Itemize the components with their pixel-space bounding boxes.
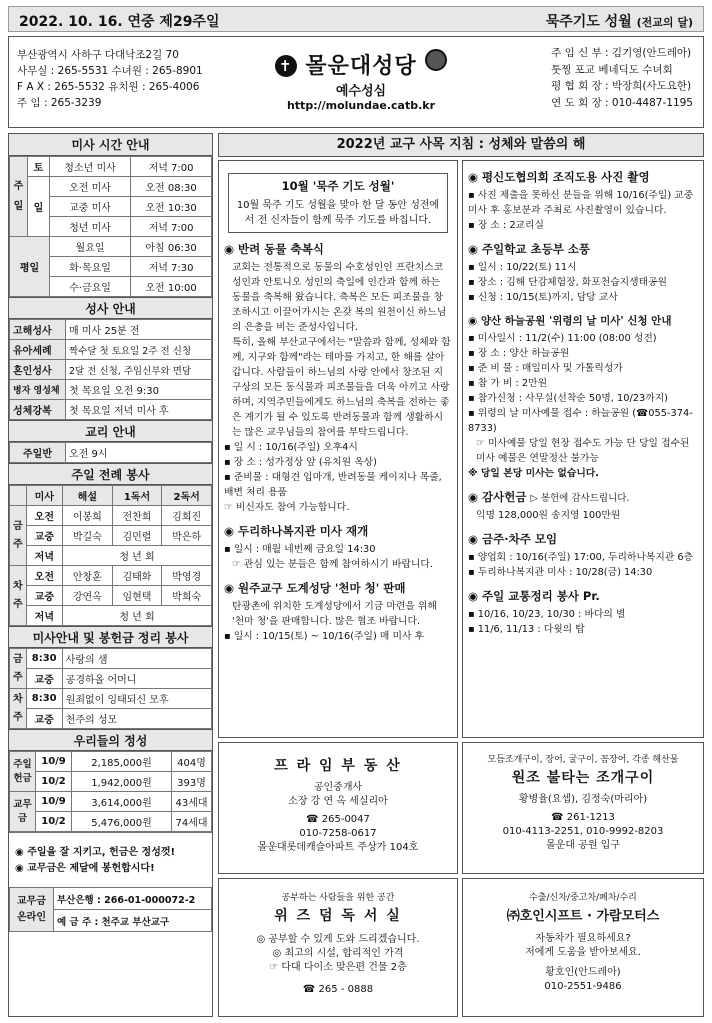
sacraments-table: 고해성사 매 미사 25분 전 유아세례 짝수달 첫 토요일 2주 전 신청 혼인성사 2달 전 신청, 주임신부와 면담 병자 영성체 첫 목요일 오전 9:30 성체강복 첫 목요일 저녁 미사 후 xyxy=(9,319,212,420)
ad-study-room: 공부하는 사람들을 위한 공간 위 즈 덤 독 서 실 ◎ 공부할 수 있게 도와 드리겠습니다. ◎ 최고의 시설, 합리적인 가격 ☞ 다대 다이소 맞은편 건물 2층 ☎ 265 - 0888 xyxy=(218,878,458,1017)
top-bar xyxy=(8,6,704,32)
offering-title: 우리들의 정성 xyxy=(9,729,212,751)
notices-column-1: 10월 '묵주 기도 성월' 10월 묵주 기도 성월을 맞아 한 달 동안 성전에서 전 신자들이 함께 묵주 기도를 바칩니다. ◉ 반려 동물 축복식 교회는 전통적으로 동물의 수호성인인 프란치스코 성인과 안토니오 성인의 축일에 인간과 함께 하는 동물을 축복해 왔습니다. 축복은 모든 피조물을 창조하시고 이끌어가시는 온갖 복의 원천이신 하느님의 은총을 비는 준성사입니다. 특히, 올해 부산교구에서는 "말씀과 함께, 성체와 함께, 지구와 함께"라는 테마를 가지고, 한 해를 살아갑니다. 사람들이 하느님의 사랑 안에서 창조된 지구상의 모든 동식물과 피조물들을 더욱 아끼고 사랑하며, 지역주민들에게도 하느님의 축복을 전하는 좋은 계기가 될 수 있도록 반려동물과 함께 생활하시는 많은 교우님들의 참여를 부탁드립니다. ▪ 일 시 : 10/16(주일) 오후4시 ▪ 장 소 : 성가정상 앞 (유치원 옥상) ▪ 준비물 : 대형견 입마개, 반려동물 케이지나 목줄, 배변 처리 용품 ☞ 비신자도 참여 가능합니다. ◉ 두리하나복지관 미사 재개 ▪ 일시 : 매월 네번째 금요일 14:30 ☞ 관심 있는 분들은 함께 참여하시기 바랍니다. ◉ 원주교구 도계성당 '천마 청' 판매 탄광촌에 위치한 도계성당에서 기금 마련을 위해 '천마 청'을 판매합니다. 많은 협조 바랍니다. ▪ 일시 : 10/15(토) ~ 10/16(주일) 매 미사 후 xyxy=(218,160,458,738)
rosary-box: 10월 '묵주 기도 성월' 10월 묵주 기도 성월을 맞아 한 달 동안 성전에서 전 신자들이 함께 묵주 기도를 바칩니다. xyxy=(228,173,448,233)
liturgy-title: 주일 전례 봉사 xyxy=(9,463,212,485)
mass-title: 미사 시간 안내 xyxy=(9,134,212,156)
doctrine-title: 교리 안내 xyxy=(9,420,212,442)
notices-column-2: ◉ 평신도협의회 조직도용 사진 촬영 ▪ 사진 제출을 못하신 분들을 위해 10/16(주일) 교중 미사 후 홍보분과 주최로 사진촬영이 있습니다. ▪ 장 소 : 2교리실 ◉ 주일학교 초등부 소풍 ▪ 일시 : 10/22(토) 11시 ▪ 장소 : 김해 단감체험장, 화포천습지생태공원 ▪ 신청 : 10/15(토)까지, 담당 교사 ◉ 양산 하늘공원 '위령의 날 미사' 신청 안내 ▪ 미사일시 : 11/2(수) 11:00 (08:00 성전) ▪ 장 소 : 양산 하늘공원 ▪ 준 비 물 : 매일미사 및 가톨릭성가 ▪ 참 가 비 : 2만원 ▪ 참가신청 : 사무실(선착순 50명, 10/23까지) ▪ 위령의 날 미사예물 접수 : 하늘공원 (☎055-374-8733) ☞ 미사예물 당일 현장 접수도 가능 단 당일 접수된 미사 예물은 연말정산 불가능 ※ 당일 본당 미사는 없습니다. ◉ 감사헌금 ▷ 봉헌에 감사드립니다. 익명 128,000원 송지영 100만원 ◉ 금주·차주 모임 ▪ 양업회 : 10/16(주일) 17:00, 두리하나복지관 6층 ▪ 두리하나복지관 미사 : 10/28(금) 14:30 ◉ 주일 교통정리 봉사 Pr. ▪ 10/16, 10/23, 10/30 : 바다의 별 ▪ 11/6, 11/13 : 다윗의 탑 xyxy=(462,160,704,738)
wine-heading: ◉ 원주교구 도계성당 '천마 청' 판매 xyxy=(224,581,406,595)
offering-notes: ◉ 주일을 잘 지키고, 헌금은 정성껏! ◉ 교무금은 제달에 봉헌합시다! xyxy=(9,832,212,887)
welfare-heading: ◉ 두리하나복지관 미사 재개 xyxy=(224,524,369,538)
parish-url[interactable]: http://molundae.catb.kr xyxy=(286,99,436,112)
yangsan-heading: ◉ 양산 하늘공원 '위령의 날 미사' 신청 안내 xyxy=(468,315,672,327)
parish-subtitle: 예수성심 xyxy=(335,84,387,99)
church-building-icon xyxy=(425,49,447,71)
online-account: 교무금 온라인 부산은행 : 266-01-000072-2 예 금 주 : 천주교 부산교구 xyxy=(9,887,212,932)
ad-clam-restaurant: 모듬조개구이, 장어, 굴구이, 꼼장어, 각종 해산물 원조 불타는 조개구이 황병율(요셉), 김정숙(마리아) ☎ 261-1213 010-4113-2251, 010-9992-8203 몰운대 공원 입구 xyxy=(462,742,704,874)
mass-table: 주일 토 청소년 미사 저녁 7:00 일 오전 미사 오전 08:30 교중 미사 오전 10:30 청년 미사 저녁 7:00 평일 월요일 아침 06:30 화·목요일 저녁 7:30 수·금요일 오전 10:00 xyxy=(9,156,212,297)
church-name: ✝ 몰운대성당 xyxy=(241,49,481,80)
church-logo xyxy=(241,45,481,125)
meeting-heading: ◉ 금주·차주 모임 xyxy=(468,532,558,546)
ad-real-estate: 프 라 임 부 동 산 공인중개사 소장 강 연 옥 세실리아 ☎ 265-0047 010-7258-0617 몰운대롯데캐슬아파트 주상가 104호 xyxy=(218,742,458,874)
picnic-heading: ◉ 주일학교 초등부 소풍 xyxy=(468,242,591,256)
cross-icon: ✝ xyxy=(275,55,297,77)
issue-date: 2022. 10. 16. 연중 제29주일 xyxy=(19,14,220,30)
address-block: 부산광역시 사하구 다대낙조2길 70 사무실 : 265-5531 수녀원 : 265-8901 F A X : 265-5532 유치원 : 265-4006 주 임 : 265-3239 xyxy=(17,49,203,109)
photo-heading: ◉ 평신도협의회 조직도용 사진 촬영 xyxy=(468,170,650,184)
pastoral-guideline: 2022년 교구 사목 지침 : 성체와 말씀의 해 xyxy=(218,133,704,157)
hymns-title: 미사안내 및 봉헌금 정리 봉사 xyxy=(9,626,212,648)
pets-heading: ◉ 반려 동물 축복식 xyxy=(224,242,324,256)
traffic-heading: ◉ 주일 교통정리 봉사 Pr. xyxy=(468,589,600,603)
staff-block: 주 임 신 부 : 김기영(안드레아) 툿찡 포교 베네딕도 수녀회 평 협 회 장 : 박장희(사도요한) 연 도 회 장 : 010-4487-1195 xyxy=(551,47,693,109)
thanks-heading: ◉ 감사헌금 ▷ 봉헌에 감사드립니다. xyxy=(468,490,630,504)
ad-motors: 수출/신차/중고차/폐차/수리 ㈜호인시프트 · 가람모터스 자동차가 필요하세요? 저에게 도움을 받아보세요. 황호인(안드레아) 010-2551-9486 xyxy=(462,878,704,1017)
liturgy-table: 미사 해설 1독서 2독서 금주 오전 이봉희 전찬희 김희진 교중 박길숙 김민렬 박은하 저녁 청 년 회 차주 오전 안창훈 김태화 박영경 교중 강연옥 임현택 박희숙 저녁 청 년 회 xyxy=(9,485,212,626)
left-column xyxy=(8,133,213,1017)
sacraments-title: 성사 안내 xyxy=(9,297,212,319)
month-theme: 묵주기도 성월 (전교의 달) xyxy=(545,14,693,30)
doctrine-table: 주일반 오전 9시 xyxy=(9,442,212,463)
offering-table: 주일헌금 10/9 2,185,000원 404명 10/2 1,942,000원 393명 교무금 10/9 3,614,000원 43세대 10/2 5,476,000원 74세대 xyxy=(9,751,212,832)
hymns-table: 금주 8:30 사랑의 샘 교중 공경하올 어머니 차주 8:30 원죄없이 잉태되신 모후 교중 천주의 성모 xyxy=(9,648,212,729)
header xyxy=(8,36,704,128)
